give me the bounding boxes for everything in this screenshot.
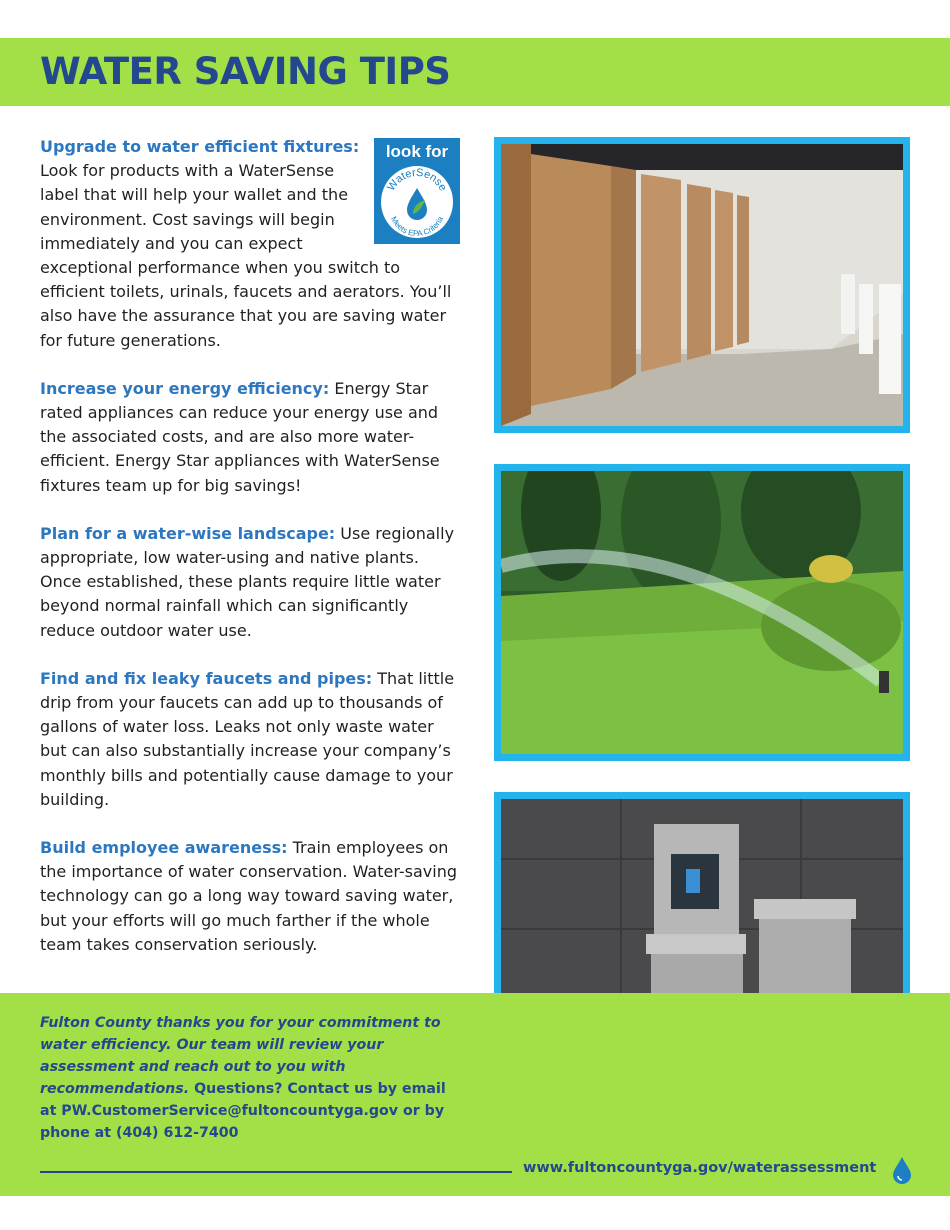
restroom-photo [494, 137, 910, 433]
tip-heading: Increase your energy efficiency: [40, 378, 330, 398]
tips-column [40, 135, 460, 981]
water-drop-icon [892, 1156, 912, 1184]
sprinkler-photo [494, 464, 910, 761]
watersense-logo [374, 138, 460, 244]
logo-tagline: Meets EPA Criteria [388, 214, 445, 239]
tip-heading: Find and fix leaky faucets and pipes: [40, 668, 373, 688]
tip-awareness [40, 836, 460, 957]
footer-thanks: Fulton County thanks you for your commitment to water efficiency. Our team will review your assessment and reach out to you with recommendations. [40, 1015, 441, 1097]
footer-band [0, 993, 950, 1196]
tip-heading: Upgrade to water efficient fixtures: [40, 137, 360, 156]
tip-fixtures [40, 135, 460, 353]
logo-brand: WaterSense [385, 166, 449, 194]
tip-heading: Build employee awareness: [40, 838, 288, 858]
tip-body: Look for products with a WaterSense label that will help your wallet and the environment. Cost savings will begin immediately and you can expect exceptional performance when you switch to efficient toilets, urinals, faucets and aerators. You’ll also have the assurance that you are saving water for future generations. [40, 161, 452, 350]
watersense-seal-icon [379, 164, 455, 240]
footer-contact: Questions? Contact us by email at PW.CustomerService@fultoncountyga.gov or by phone at (404) 612-7400 [40, 1081, 446, 1141]
footer-message [40, 1012, 460, 1144]
footer-url[interactable]: www.fultoncountyga.gov/waterassessment [523, 1160, 877, 1176]
tip-body: Use regionally appropriate, low water-using and native plants. Once established, these plants require little water beyond normal rainfall which can significantly reduce outdoor water use. [40, 523, 455, 640]
tip-body: That little drip from your faucets can add up to thousands of gallons of water loss. Leaks not only waste water but can also substantially increase your company’s monthly bills and potentially cause damage to your building. [40, 668, 455, 809]
tip-heading: Plan for a water-wise landscape: [40, 523, 336, 543]
logo-look-for: look for [385, 142, 449, 161]
tip-energy [40, 377, 460, 498]
page-title: WATER SAVING TIPS [40, 50, 451, 93]
tip-body: Energy Star rated appliances can reduce your energy use and the associated costs, and are also more water-efficient. Energy Star appliances with WaterSense fixtures team up for big savings! [40, 378, 440, 495]
tip-landscape [40, 522, 460, 643]
footer-divider [40, 1171, 512, 1173]
tip-body: Train employees on the importance of water conservation. Water-saving technology can go a long way toward saving water, but your efforts will go much farther if the whole team takes conservation seriously. [40, 838, 457, 954]
header-band [0, 38, 950, 106]
tip-leaks [40, 667, 460, 812]
